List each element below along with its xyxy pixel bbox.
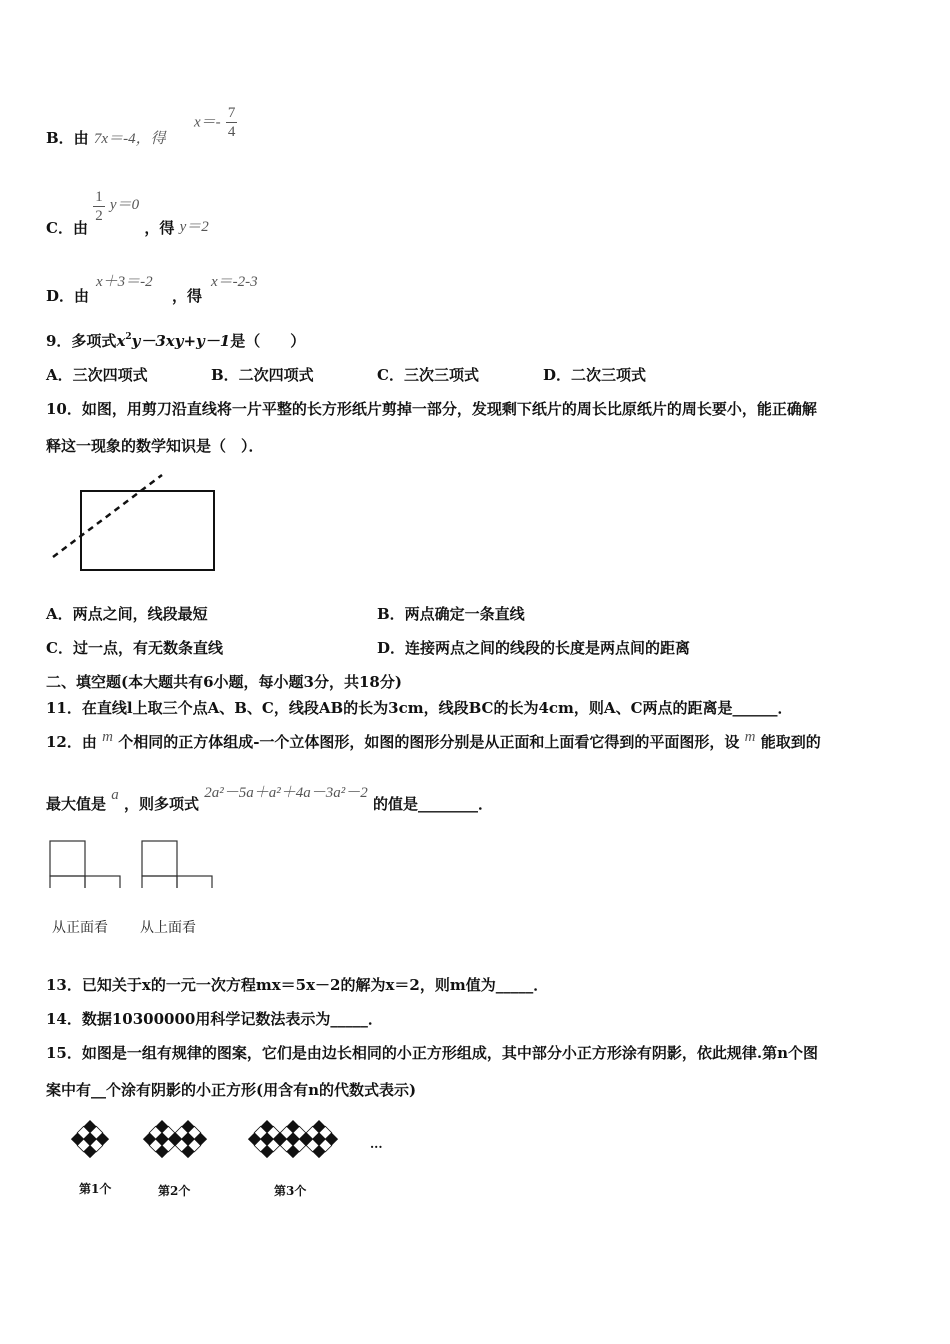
q10-option-d: D．连接两点之间的线段的长度是两点间的距离 — [377, 639, 691, 657]
question-10-line2: 释这一现象的数学知识是（ ）． — [46, 437, 264, 455]
question-13: 13．已知关于x的一元一次方程mx＝5x－2的解为x＝2，则m值为_____． — [46, 976, 549, 994]
top-view — [142, 841, 212, 888]
option-c: C．由 $\frac{1}{2}$ y＝0 ，得 y＝2 — [46, 189, 209, 237]
question-11: 11．在直线l上取三个点A、B、C，线段AB的长为3cm，线段BC的长为4cm，则A、C两点的距离是______． — [46, 699, 793, 717]
q9-option-a: A．三次四项式 — [46, 366, 148, 384]
q9-option-b: B．二次四项式 — [211, 366, 314, 384]
question-9: 9．多项式$x^2y-3xy+y-1$是（ ） — [46, 332, 306, 350]
cut-line — [53, 475, 162, 557]
q10-option-c: C．过一点，有无数条直线 — [46, 639, 223, 657]
option-b-equation: 7x＝-4，得 — [93, 131, 166, 147]
front-view — [50, 841, 120, 888]
option-d-equation: x＋3＝-2 — [96, 274, 153, 290]
option-c-label: C．由 — [46, 218, 88, 237]
question-14: 14．数据10300000用科学记数法表示为_____． — [46, 1010, 383, 1028]
option-b — [46, 127, 166, 148]
cube-views-figure — [46, 838, 221, 888]
option-d-label: D．由 — [46, 287, 90, 305]
question-12-line1: 12．由 m 个相同的正方体组成-一个立体图形，如图的图形分别是从正面和上面看它得到的平面图形，设 m 能取到的 — [46, 729, 821, 751]
option-b-label: B．由 — [46, 129, 89, 147]
pattern-1 — [71, 1120, 109, 1158]
front-view-label: 从正面看 — [52, 920, 108, 936]
pattern-figure — [62, 1118, 392, 1178]
option-b-result: x＝- $\frac{7}{4}$ — [194, 105, 236, 140]
pattern-ellipsis: ··· — [370, 1140, 383, 1154]
q9-option-c: C．三次三项式 — [377, 366, 479, 384]
question-10-line1: 10．如图，用剪刀沿直线将一片平整的长方形纸片剪掉一部分，发现剩下纸片的周长比原纸片的周长要小，能正确解 — [46, 400, 817, 418]
option-d-result: x＝-2-3 — [211, 274, 258, 290]
q9-option-d: D．二次三项式 — [543, 366, 647, 384]
section-heading: 二、填空题(本大题共有6小题，每小题3分，共18分) — [46, 673, 402, 691]
paper-rectangle — [81, 491, 214, 570]
q10-option-b: B．两点确定一条直线 — [377, 605, 525, 623]
question-12-line2: 最大值是 a ，则多项式 2a²－5a＋a²＋4a－3a²－2 的值是________． — [46, 785, 493, 813]
pattern-2 — [143, 1120, 207, 1158]
question-15-line1: 15．如图是一组有规律的图案，它们是由边长相同的小正方形组成，其中部分小正方形涂有阴影，依此规律.第n个图 — [46, 1044, 819, 1062]
pattern-2-label: 第2个 — [158, 1184, 191, 1198]
pattern-3-label: 第3个 — [274, 1184, 307, 1198]
top-view-label: 从上面看 — [140, 920, 196, 936]
question-15-line2: 案中有__个涂有阴影的小正方形(用含有n的代数式表示) — [46, 1081, 417, 1099]
pattern-1-label: 第1个 — [79, 1182, 112, 1196]
rectangle-cut-figure — [50, 472, 220, 577]
pattern-3 — [248, 1120, 338, 1158]
q10-option-a: A．两点之间，线段最短 — [46, 605, 208, 623]
